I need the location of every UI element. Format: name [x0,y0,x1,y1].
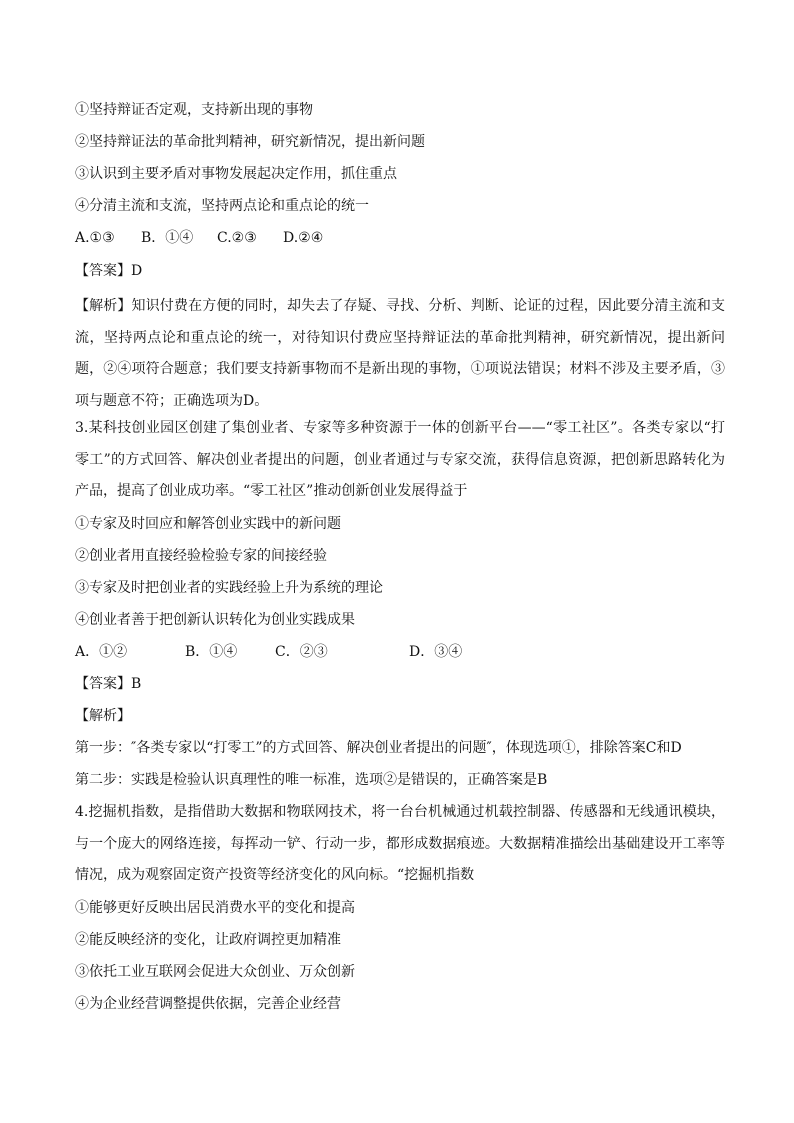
q2-options [75,228,323,248]
q3-answer: 【答案】B [75,676,142,692]
q3-choice-1: ①专家及时回应和解答创业实践中的新问题 [75,516,341,532]
q3-option-b: B．①④ [185,644,238,660]
q4-stem: 4.挖掘机指数，是指借助大数据和物联网技术，将一台台机械通过机载控制器、传感器和无线通讯模块，与一个庞大的网络连接，每挥动一铲、行动一步，都形成数据痕迹。大数据精准描绘出基础建设开工率等情况，成为观察固定资产投资等经济变化的风向标。“挖掘机指数 [75,804,725,883]
q2-answer: 【答案】D [75,263,143,279]
q3-step-2: 第二步：实践是检验认识真理性的唯一标准，选项②是错误的，正确答案是B [75,772,548,788]
q2-choice-2: ②坚持辩证法的革命批判精神，研究新情况，提出新问题 [75,134,425,150]
q3-option-c: C．②③ [275,644,328,660]
q2-option-b: B．①④ [141,230,194,246]
q2-choice-3: ③认识到主要矛盾对事物发展起决定作用，抓住重点 [75,166,397,182]
q3-choice-2: ②创业者用直接经验检验专家的间接经验 [75,548,327,564]
q2-choice-1: ①坚持辩证否定观，支持新出现的事物 [75,102,313,118]
q2-option-d: D.②④ [283,230,324,246]
q3-analysis-label: 【解析】 [75,708,131,724]
q3-option-a: A．①② [75,644,128,660]
q3-choice-3: ③专家及时把创业者的实践经验上升为系统的理论 [75,580,383,596]
q4-choice-1: ①能够更好反映出居民消费水平的变化和提高 [75,900,355,916]
q4-choice-2: ②能反映经济的变化，让政府调控更加精准 [75,932,341,948]
q3-step-1: 第一步：″各类专家以“打零工”的方式回答、解决创业者提出的问题″，体现选项①，排除答案C和D [75,740,682,756]
q3-options [75,642,462,662]
q3-option-d: D．③④ [409,644,463,660]
q4-choice-4: ④为企业经营调整提供依据，完善企业经营 [75,996,341,1012]
q2-choice-4: ④分清主流和支流，坚持两点论和重点论的统一 [75,198,369,214]
q2-option-c: C.②③ [217,230,257,246]
q2-analysis: 【解析】知识付费在方便的同时，却失去了存疑、寻找、分析、判断、论证的过程，因此要分清主流和支流，坚持两点论和重点论的统一，对待知识付费应坚持辩证法的革命批判精神，研究新情况，提出新问题，②④项符合题意；我们要支持新事物而不是新出现的事物，①项说法错误；材料不涉及主要矛盾，③项与题意不符；正确选项为D。 [75,298,725,409]
q4-choice-3: ③依托工业互联网会促进大众创业、万众创新 [75,964,355,980]
q3-choice-4: ④创业者善于把创新认识转化为创业实践成果 [75,612,355,628]
q2-option-a: A.①③ [75,230,115,246]
q3-stem: 3.某科技创业园区创建了集创业者、专家等多种资源于一体的创新平台——“零工社区”。各类专家以“打零工”的方式回答、解决创业者提出的问题，创业者通过与专家交流，获得信息资源，把创新思路转化为产品，提高了创业成功率。“零工社区”推动创新创业发展得益于 [75,420,725,499]
